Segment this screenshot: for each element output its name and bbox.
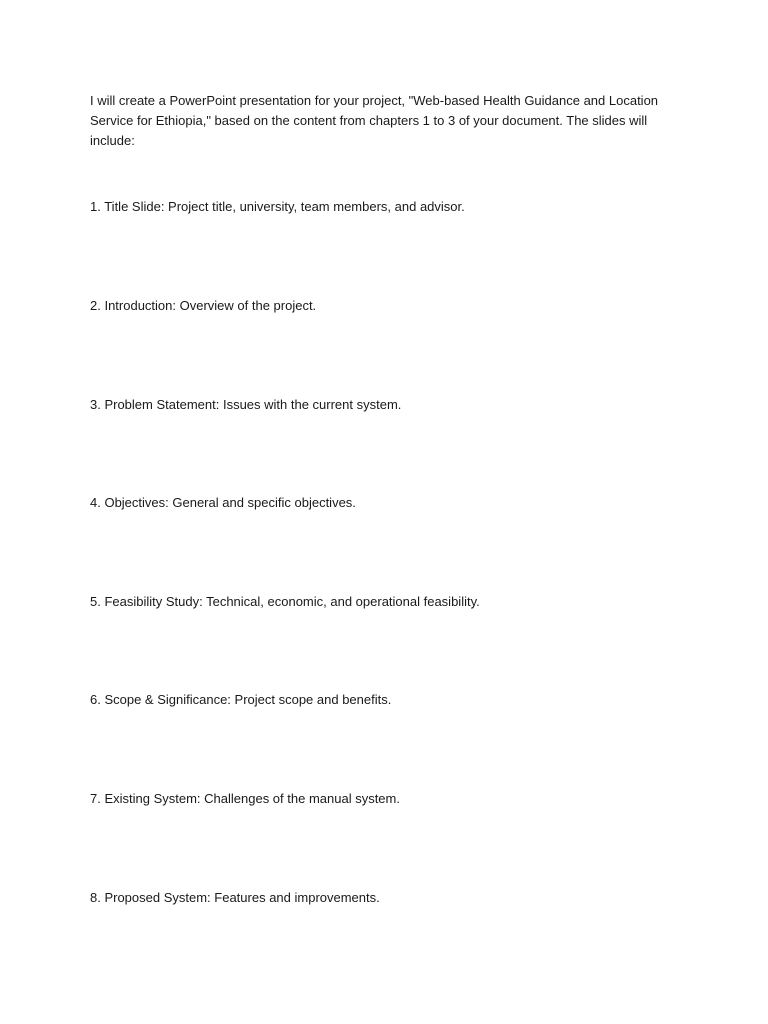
list-item-objectives: 4. Objectives: General and specific objectives. xyxy=(90,495,356,510)
list-item-feasibility-study: 5. Feasibility Study: Technical, economic, and operational feasibility. xyxy=(90,594,480,609)
list-item-title-slide: 1. Title Slide: Project title, university, team members, and advisor. xyxy=(90,199,465,214)
list-item-proposed-system: 8. Proposed System: Features and improvements. xyxy=(90,890,380,905)
list-item-existing-system: 7. Existing System: Challenges of the manual system. xyxy=(90,791,400,806)
list-item-scope-significance: 6. Scope & Significance: Project scope and benefits. xyxy=(90,692,392,707)
list-item-problem-statement: 3. Problem Statement: Issues with the current system. xyxy=(90,397,402,412)
list-item-introduction: 2. Introduction: Overview of the project. xyxy=(90,298,317,313)
intro-paragraph: I will create a PowerPoint presentation for your project, "Web-based Health Guidance and Location Service for Ethiopia," based on the content from chapters 1 to 3 of your document. The slides will include: xyxy=(90,93,659,148)
